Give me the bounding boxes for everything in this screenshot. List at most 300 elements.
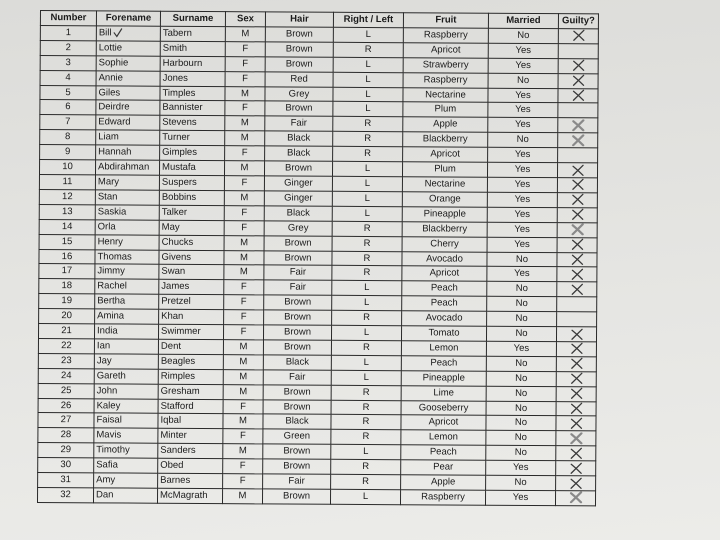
cell-surname <box>158 339 223 354</box>
cell-hair <box>265 146 333 161</box>
cell-sex-text: F <box>239 475 246 487</box>
cell-guilty <box>556 371 596 386</box>
cell-number <box>39 294 95 309</box>
cell-number <box>40 145 96 160</box>
cell-fruit <box>401 400 486 415</box>
cell-hand-text: L <box>363 356 370 368</box>
cell-forename-text: Jimmy <box>97 265 125 277</box>
cell-hand <box>331 325 401 340</box>
cell-hand-text: L <box>365 28 372 40</box>
cell-forename <box>96 26 160 41</box>
cell-number <box>38 383 94 398</box>
cell-forename <box>94 369 158 384</box>
cell-hand <box>333 102 403 117</box>
cell-fruit-text: Nectarine <box>425 88 466 101</box>
header-guilty: Guilty? <box>558 14 598 29</box>
cell-hand <box>331 340 401 355</box>
cell-forename <box>95 309 159 324</box>
cell-forename-text: Abdirahman <box>98 161 150 173</box>
cell-surname <box>160 101 225 116</box>
cell-sex <box>223 325 263 340</box>
cell-number <box>38 353 94 368</box>
cell-fruit-text: Apricot <box>429 267 460 279</box>
cell-sex <box>224 191 264 206</box>
cell-hand-text: L <box>363 327 370 339</box>
cell-married-text: No <box>515 283 528 295</box>
cell-sex <box>225 41 265 56</box>
cell-sex-text: F <box>240 400 247 412</box>
cell-forename-text: Lottie <box>98 42 123 54</box>
cell-hand <box>331 400 401 415</box>
cell-guilty <box>558 43 598 58</box>
cell-forename <box>94 458 158 473</box>
guilty-cross-icon <box>568 387 584 399</box>
cell-hand <box>331 415 401 430</box>
cell-married-text: No <box>515 298 528 310</box>
cell-surname <box>159 250 224 265</box>
cell-hair-text: Brown <box>283 386 311 398</box>
cell-fruit-text: Lime <box>433 387 455 399</box>
cell-surname-text: Givens <box>161 251 192 263</box>
cell-hair-text: Brown <box>285 162 313 174</box>
cell-hand <box>330 489 400 504</box>
cell-forename-text: Deirdre <box>98 101 130 113</box>
cell-hair-text: Grey <box>287 222 309 234</box>
guilty-cross-icon <box>570 30 586 42</box>
cell-sex-text: F <box>240 326 247 338</box>
guilty-cross-icon <box>569 209 585 221</box>
cell-married <box>487 207 557 222</box>
cell-number-text: 24 <box>60 369 72 381</box>
cell-fruit <box>402 162 487 177</box>
cell-hand-text: L <box>364 192 371 204</box>
cell-guilty <box>557 237 597 252</box>
cell-forename <box>96 85 160 100</box>
cell-sex-text: M <box>239 341 248 353</box>
cell-married-text: No <box>516 74 530 86</box>
cell-hand-text: L <box>365 58 371 70</box>
cell-number <box>40 55 96 70</box>
cell-sex-text: F <box>241 147 248 159</box>
cell-sex-text: M <box>239 385 248 397</box>
cell-sex <box>223 354 263 369</box>
cell-sex-text: F <box>239 430 246 442</box>
cell-number <box>38 473 94 488</box>
cell-sex <box>225 146 265 161</box>
guilty-cross-icon <box>570 89 586 101</box>
cell-fruit-text: Peach <box>429 446 457 458</box>
cell-hand <box>333 117 403 132</box>
cell-married-text: Yes <box>514 193 531 205</box>
cell-forename-text: Stan <box>97 191 118 203</box>
cell-hair-text: Fair <box>289 266 307 279</box>
cell-number <box>40 25 96 40</box>
cell-married-text: No <box>517 29 530 41</box>
cell-fruit <box>401 415 486 430</box>
cell-fruit <box>401 475 486 490</box>
guilty-cross-icon <box>569 253 585 265</box>
cell-surname <box>158 384 223 399</box>
cell-surname-text: Suspers <box>161 176 197 188</box>
cell-sex <box>224 265 264 280</box>
cell-number <box>38 398 94 413</box>
cell-surname-text: Obed <box>160 459 184 472</box>
cell-number <box>39 279 95 294</box>
cell-guilty <box>555 491 595 506</box>
cell-number <box>39 309 95 324</box>
cell-sex-text: M <box>239 251 248 263</box>
cell-fruit <box>402 311 487 326</box>
cell-fruit-text: Lemon <box>429 342 459 354</box>
cell-forename <box>96 130 160 145</box>
guilty-cross-icon <box>568 372 584 384</box>
cell-sex-text: M <box>240 132 249 144</box>
cell-number-text: 1 <box>65 27 72 39</box>
cell-surname-text: Gresham <box>160 385 200 397</box>
cell-fruit-text: Avocado <box>426 252 463 265</box>
cell-guilty <box>556 327 596 342</box>
cell-married-text: Yes <box>512 462 529 474</box>
cell-surname <box>160 145 225 160</box>
cell-hair-text: Ginger <box>284 192 313 204</box>
cell-hair <box>262 489 330 504</box>
cell-surname-text: Smith <box>162 42 188 54</box>
cell-hand-text: L <box>364 207 370 219</box>
cell-fruit-text: Raspberry <box>421 491 465 503</box>
cell-surname <box>158 473 223 488</box>
cell-surname <box>157 488 222 503</box>
cell-surname <box>160 26 225 41</box>
cell-sex <box>223 474 263 489</box>
cell-guilty <box>558 88 598 103</box>
cell-hair-text: Brown <box>285 28 313 40</box>
cell-number <box>40 85 96 100</box>
cell-sex-text: F <box>241 177 248 189</box>
cell-number <box>40 130 96 145</box>
cell-number-text: 4 <box>65 71 71 83</box>
cell-fruit <box>402 206 487 221</box>
cell-number-text: 20 <box>61 310 72 322</box>
cell-hand-text: R <box>362 416 370 428</box>
guilty-cross-icon <box>568 343 584 355</box>
cell-forename <box>94 428 158 443</box>
cell-married <box>488 73 558 88</box>
cell-surname <box>160 86 225 101</box>
cell-fruit <box>403 117 488 132</box>
cell-forename <box>95 205 159 220</box>
cell-married <box>487 282 557 297</box>
cell-sex <box>225 86 265 101</box>
cell-married <box>487 296 557 311</box>
guilty-cross-icon <box>570 119 586 131</box>
cell-hair <box>265 86 333 101</box>
cell-hand <box>333 87 403 102</box>
cell-sex-text: F <box>242 57 249 69</box>
cell-hair-text: Brown <box>285 43 313 55</box>
cell-fruit <box>403 43 488 58</box>
cell-hand <box>333 146 403 161</box>
cell-forename-text: Kaley <box>96 399 121 412</box>
guilty-cross-icon <box>569 179 585 191</box>
cell-sex <box>224 310 264 325</box>
cell-number <box>38 458 94 473</box>
cell-hand-text: R <box>364 118 372 130</box>
cell-sex <box>223 414 263 429</box>
cell-fruit-text: Apricot <box>430 44 461 56</box>
cell-number-text: 12 <box>62 191 73 203</box>
cell-sex-text: M <box>240 162 249 174</box>
cell-hair-text: Black <box>287 132 311 144</box>
cell-fruit <box>402 251 487 266</box>
cell-hand <box>331 355 401 370</box>
cell-hair <box>264 235 332 250</box>
cell-number <box>39 174 95 189</box>
cell-guilty <box>557 312 597 327</box>
cell-hair-text: Fair <box>289 281 307 293</box>
cell-forename <box>95 190 159 205</box>
cell-guilty <box>558 103 598 118</box>
cell-surname <box>159 190 224 205</box>
cell-married-text: Yes <box>514 149 531 161</box>
cell-hair <box>265 42 333 57</box>
cell-sex <box>224 295 264 310</box>
cell-surname-text: Mustafa <box>162 161 196 174</box>
cell-married <box>486 416 556 431</box>
cell-forename <box>96 56 160 71</box>
cell-surname-text: Gimples <box>162 146 198 159</box>
cell-forename-text: Rachel <box>97 280 127 292</box>
cell-sex-text: M <box>238 415 247 427</box>
cell-hand-text: L <box>365 103 371 115</box>
guilty-cross-icon <box>568 432 584 444</box>
cell-number-text: 14 <box>61 220 73 232</box>
guilty-cross-icon <box>567 492 583 504</box>
cell-forename-text: Amy <box>96 474 116 486</box>
cell-fruit-text: Tomato <box>428 327 460 339</box>
cell-forename <box>94 413 158 428</box>
header-fruit: Fruit <box>403 13 488 28</box>
cell-married-text: Yes <box>514 223 530 235</box>
cell-hair <box>263 429 331 444</box>
cell-hand <box>332 310 402 325</box>
cell-forename <box>96 100 160 115</box>
cell-number <box>40 40 96 55</box>
header-number: Number <box>40 11 96 26</box>
guilty-cross-icon <box>570 134 586 146</box>
cell-fruit <box>401 356 486 371</box>
cell-surname <box>159 160 224 175</box>
guilty-cross-icon <box>569 238 585 250</box>
cell-hair <box>263 340 331 355</box>
cell-fruit-text: Pineapple <box>422 372 465 384</box>
cell-surname-text: Stevens <box>162 117 197 129</box>
cell-guilty <box>557 193 597 208</box>
cell-hand <box>332 236 402 251</box>
cell-sex <box>223 429 263 444</box>
cell-sex-text: M <box>239 370 248 383</box>
cell-married <box>486 446 556 461</box>
cell-number <box>38 413 94 428</box>
cell-sex-text: M <box>238 490 247 502</box>
cell-married-text: No <box>515 387 528 399</box>
cell-sex-text: M <box>241 28 250 40</box>
cell-hair-text: Brown <box>283 445 311 457</box>
checkmark-icon <box>113 28 123 38</box>
cell-hair-text: Brown <box>283 401 311 413</box>
cell-hair <box>264 280 332 295</box>
cell-surname <box>158 414 223 429</box>
cell-sex <box>225 116 265 131</box>
cell-fruit-text: Orange <box>428 193 461 205</box>
cell-forename <box>95 160 159 175</box>
cell-married-text: No <box>514 402 528 414</box>
guilty-cross-icon <box>569 194 585 206</box>
cell-fruit-text: Strawberry <box>422 59 469 71</box>
cell-hand <box>333 72 403 87</box>
cell-fruit-text: Nectarine <box>424 178 466 190</box>
cell-forename-text: Timothy <box>96 444 130 456</box>
cell-number-text: 2 <box>65 41 71 54</box>
cell-surname <box>159 265 224 280</box>
guilty-cross-icon <box>569 268 585 280</box>
cell-guilty <box>558 29 598 44</box>
cell-sex-text: M <box>240 236 249 248</box>
cell-guilty <box>557 282 597 297</box>
cell-number <box>39 204 95 219</box>
cell-number-text: 31 <box>60 474 71 486</box>
cell-sex <box>222 489 262 504</box>
cell-hair-text: Grey <box>288 88 310 100</box>
cell-guilty <box>558 58 598 73</box>
cell-number-text: 26 <box>60 399 72 411</box>
cell-forename-text: Hannah <box>98 146 132 158</box>
cell-forename-text: Jay <box>96 355 112 367</box>
cell-fruit-text: Raspberry <box>423 29 468 41</box>
cell-number-text: 18 <box>61 280 73 292</box>
cell-forename <box>95 264 159 279</box>
cell-forename-text: Mavis <box>96 429 122 441</box>
cell-hand <box>332 281 402 296</box>
suspect-table <box>37 10 599 506</box>
cell-sex-text: M <box>240 87 249 99</box>
cell-fruit-text: Gooseberry <box>418 401 469 414</box>
cell-surname <box>158 369 223 384</box>
cell-forename <box>93 488 157 503</box>
cell-surname <box>158 429 223 444</box>
cell-forename <box>96 41 160 56</box>
cell-hair-text: Fair <box>290 117 308 129</box>
cell-sex <box>225 71 265 86</box>
cell-hair <box>264 221 332 236</box>
cell-surname <box>159 220 224 235</box>
cell-fruit <box>403 57 488 72</box>
cell-hand <box>332 251 402 266</box>
cell-surname <box>159 309 224 324</box>
cell-hand-text: R <box>364 148 372 160</box>
cell-guilty <box>557 178 597 193</box>
cell-hand <box>332 176 402 191</box>
cell-hand-text: L <box>364 177 371 189</box>
cell-forename <box>96 115 160 130</box>
cell-married <box>487 222 557 237</box>
cell-fruit <box>402 221 487 236</box>
cell-married-text: No <box>515 327 528 340</box>
cell-forename-text: Faisal <box>96 414 122 426</box>
cell-hair <box>264 206 332 221</box>
cell-married-text: Yes <box>515 59 531 71</box>
cell-surname-text: Swimmer <box>161 325 201 338</box>
cell-hair <box>265 72 333 87</box>
cell-hair <box>265 57 333 72</box>
cell-married <box>486 475 556 490</box>
cell-hand <box>332 296 402 311</box>
cell-sex-text: M <box>238 445 247 457</box>
cell-hair-text: Fair <box>289 371 306 383</box>
cell-number-text: 7 <box>65 116 71 128</box>
header-forename: Forename <box>96 11 160 26</box>
cell-hair-text: Green <box>283 430 311 443</box>
cell-forename-text: Dan <box>96 489 114 501</box>
header-sex: Sex <box>225 12 265 27</box>
cell-fruit-text: Apple <box>430 476 456 488</box>
cell-married-text: Yes <box>514 208 531 220</box>
cell-surname <box>158 444 223 459</box>
cell-forename-text: Bill <box>98 27 112 39</box>
cell-forename-text: Giles <box>98 86 121 99</box>
cell-surname-text: Barnes <box>160 474 191 487</box>
cell-fruit-text: Peach <box>430 297 458 309</box>
cell-sex <box>224 250 264 265</box>
cell-hand-text: R <box>364 133 372 145</box>
cell-hair <box>264 250 332 265</box>
cell-hair-text: Brown <box>284 311 312 323</box>
cell-hand-text: R <box>362 476 370 488</box>
cell-surname-text: Khan <box>161 310 184 323</box>
cell-number-text: 11 <box>62 176 73 188</box>
cell-forename <box>95 234 159 249</box>
cell-number-text: 30 <box>60 459 72 471</box>
cell-hand <box>332 206 402 221</box>
cell-fruit-text: Pear <box>433 461 454 473</box>
cell-number <box>38 368 94 383</box>
cell-forename-text: India <box>97 325 118 337</box>
cell-fruit <box>402 192 487 207</box>
cell-sex-text: M <box>239 266 248 278</box>
cell-fruit <box>402 266 487 281</box>
cell-number-text: 6 <box>65 101 71 113</box>
cell-married <box>488 43 558 58</box>
cell-forename-text: Amina <box>97 310 125 322</box>
cell-hand <box>333 27 403 42</box>
cell-surname <box>158 324 223 339</box>
cell-surname <box>159 294 224 309</box>
cell-number <box>38 443 94 458</box>
cell-hand-text: L <box>364 282 370 294</box>
cell-fruit-text: Plum <box>434 163 456 175</box>
cell-fruit-text: Peach <box>430 357 458 369</box>
cell-fruit-text: Blackberry <box>422 223 468 235</box>
cell-hand <box>331 430 401 445</box>
cell-forename <box>95 220 159 235</box>
cell-sex <box>225 101 265 116</box>
cell-forename <box>95 175 159 190</box>
cell-sex <box>224 280 264 295</box>
cell-fruit-text: Plum <box>434 103 457 115</box>
cell-hand-text: L <box>362 490 369 503</box>
cell-hair <box>263 325 331 340</box>
cell-married <box>488 28 558 43</box>
cell-sex <box>225 27 265 42</box>
